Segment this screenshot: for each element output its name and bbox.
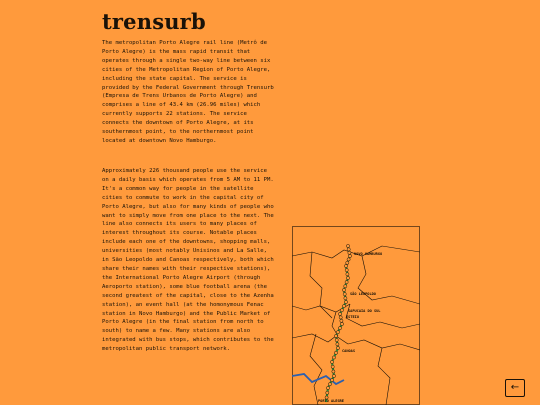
- map-label-novo-hamburgo: NOVO HAMBURGO: [354, 252, 383, 256]
- station-dot: [340, 309, 343, 312]
- station-dot: [346, 244, 349, 247]
- station-dot: [348, 254, 351, 257]
- station-dot: [330, 379, 333, 382]
- map-label-canoas: CANOAS: [342, 349, 355, 353]
- station-dot: [344, 300, 347, 303]
- station-dot: [340, 319, 343, 322]
- map-label-esteio: ESTEIO: [346, 315, 359, 319]
- station-dot: [332, 374, 335, 377]
- station-dot: [344, 264, 347, 267]
- station-dot: [340, 322, 343, 325]
- station-dot: [346, 261, 349, 264]
- station-dot: [339, 316, 342, 319]
- station-dot: [336, 343, 339, 346]
- station-dot: [344, 297, 347, 300]
- station-dot: [347, 258, 350, 261]
- station-dot: [348, 251, 351, 254]
- station-dot: [345, 281, 348, 284]
- station-dot: [345, 269, 348, 272]
- station-dot: [336, 331, 339, 334]
- station-dot: [334, 334, 337, 337]
- station-dot: [336, 346, 339, 349]
- station-dot: [346, 276, 349, 279]
- river-water: [292, 374, 344, 384]
- station-dot: [326, 386, 329, 389]
- station-dot: [342, 288, 345, 291]
- station-dot: [346, 273, 349, 276]
- back-arrow-button[interactable]: ←: [505, 379, 525, 397]
- station-dots: [325, 244, 352, 399]
- station-dot: [338, 312, 341, 315]
- map-label-sao-leopoldo: SÃO LEOPOLDO: [350, 292, 376, 296]
- station-dot: [343, 293, 346, 296]
- station-dot: [342, 305, 345, 308]
- map-label-sapucaia: SAPUCAIA DO SUL: [348, 309, 381, 313]
- station-dot: [331, 365, 334, 368]
- station-dot: [330, 360, 333, 363]
- station-dot: [326, 391, 329, 394]
- map-labels: [318, 252, 382, 403]
- station-dot: [334, 351, 337, 354]
- usage-paragraph: Approximately 226 thousand people use the service on a daily basis which operates from 5 AM to 11 PM. It's a common way for people in the satellite cities to commute to work in the capital city of Porto Alegre, but also for many kinds of people who want to simply move from one place to the next. The line also connects its users to many places of interest throughout its course. Notable places include each one of the downtowns, shopping malls, universities (most notably Unisinos and La Salle, in São Leopoldo and Canoas respectively, both which share their names with their respective stations), the International Porto Alegre Airport (through Aeroporto station), some blue football arena (the second greatest of the capital, close to the Azenha station), an event hall (at the homonymous Fenac station in Novo Hamburgo) and the Public Market of Porto Alegre (in the final station from north to south) to name a few. Many stations are also integrated with bus stops, which contributes to the metropolitan public transport network.: [102, 168, 274, 353]
- station-dot: [332, 356, 335, 359]
- intro-paragraph: The metropolitan Porto Alegre rail line (Metrô de Porto Alegre) is the mass rapid transit that operates through a single two-way line between six cities of the Metropolitan Region of Porto Alegre, including the state capital. The service is provided by the Federal Government through Trensurb (Empresa de Trens Urbanos de Porto Alegre) and comprises a line of 43.4 km (26.96 miles) which currently supports 22 stations. The service connects the downtown of Porto Alegre, at its southernmost point, to the northernmost point located at downtown Novo Hamburgo.: [102, 40, 274, 144]
- station-dot: [347, 248, 350, 251]
- station-dot: [344, 285, 347, 288]
- station-dot: [332, 370, 335, 373]
- trensurb-route-map: [292, 226, 420, 405]
- page-title: trensurb: [102, 9, 206, 34]
- station-dot: [335, 339, 338, 342]
- station-dot: [328, 383, 331, 386]
- station-dot: [338, 327, 341, 330]
- map-label-porto-alegre: PORTO ALEGRE: [318, 399, 344, 403]
